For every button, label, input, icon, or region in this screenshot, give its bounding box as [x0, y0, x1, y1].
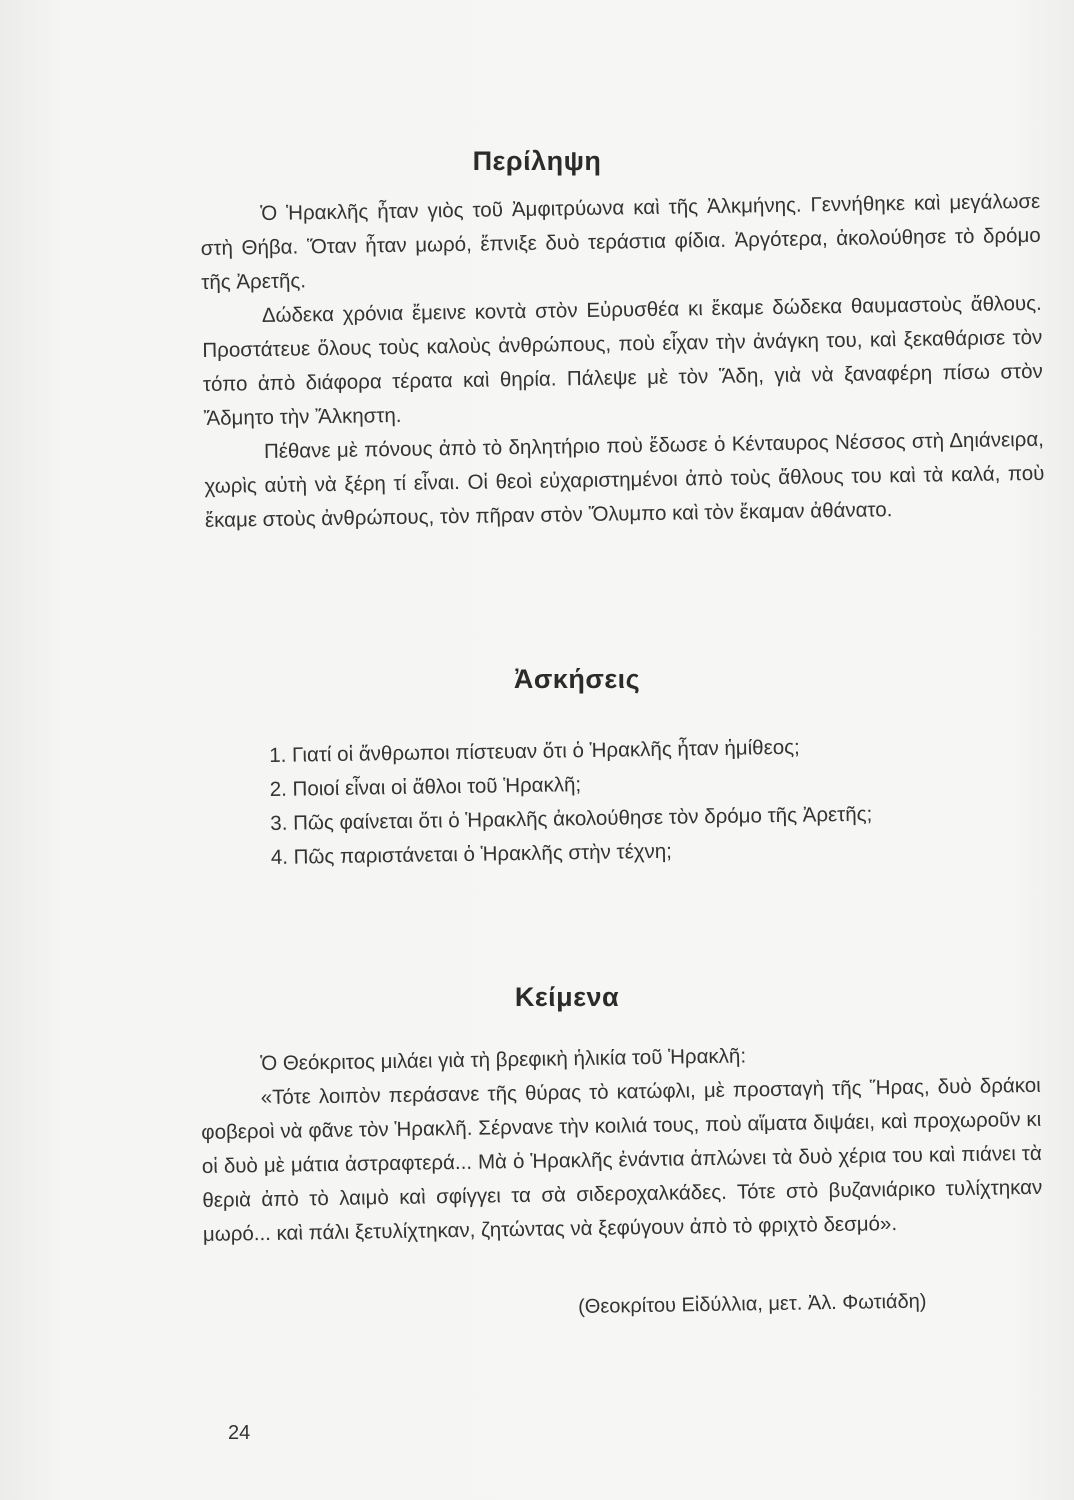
summary-heading: Περίληψη	[472, 146, 602, 176]
exercise-item-2: 2. Ποιοί εἶναι οἱ ἄθλοι τοῦ Ἡρακλῆ;	[269, 773, 582, 801]
texts-quote: «Τότε λοιπὸν περάσανε τῆς θύρας τὸ κατώφλι, μὲ προσταγὴ τῆς Ἥρας, δυὸ δράκοι φοβεροὶ νὰ φᾶνε τὸν Ἡρακλῆ. Σέρνανε τὴν κοιλιά τους, ποὺ αἵματα διψάει, καὶ προχωροῦν κι οἱ δυὸ μὲ μάτια ἀστραφτερά... Μὰ ὁ Ἡρακλῆς ἐνάντια ἁπλώνει τὰ δυὸ χέρια του καὶ πιάνει τὰ θεριὰ ἀπὸ τὸ λαιμὸ καὶ σφίγγει τα σὰ σιδεροχαλκάδες. Τότε στὸ βυζανιάρικο τυλίχτηκαν μωρό... καὶ πάλι ξετυλίχτηκαν, ζητώντας νὰ ξεφύγουν ἀπὸ τὸ φριχτὸ δεσμό».	[201, 1073, 1043, 1246]
texts-heading: Κείμενα	[514, 982, 620, 1012]
texts-intro: Ὁ Θεόκριτος μιλάει γιὰ τὴ βρεφικὴ ἡλικία τοῦ Ἡρακλῆ:	[260, 1044, 747, 1076]
exercise-item-3: 3. Πῶς φαίνεται ὅτι ὁ Ἡρακλῆς ἀκολούθησε τὸν δρόμο τῆς Ἀρετῆς;	[270, 802, 873, 835]
exercise-item-4: 4. Πῶς παριστάνεται ὁ Ἡρακλῆς στὴν τέχνη;	[270, 839, 673, 869]
quote-source: (Θεοκρίτου Εἰδύλλια, μετ. Ἀλ. Φωτιάδη)	[578, 1290, 927, 1318]
page-number: 24	[228, 1422, 251, 1444]
exercises-heading: Ἀσκήσεις	[513, 664, 641, 694]
summary-paragraph-2: Δώδεκα χρόνια ἔμεινε κοντὰ στὸν Εὐρυσθέα κι ἔκαμε δώδεκα θαυμαστοὺς ἄθλους. Προστάτευε ὅλους τοὺς καλοὺς ἀνθρώπους, ποὺ εἶχαν τὴν ἀνάγκη του, καὶ ξεκαθάρισε τὸν τόπο ἀπὸ διάφορα τέρατα καὶ θηρία. Πάλεψε μὲ τὸν Ἅδη, γιὰ νὰ ξαναφέρη πίσω στὸν Ἄδμητο τὴν Ἄλκηστη.	[202, 291, 1044, 430]
summary-text	[200, 185, 1045, 538]
summary-paragraph-1: Ὁ Ἡρακλῆς ἦταν γιὸς τοῦ Ἀμφιτρύωνα καὶ τῆς Ἀλκμήνης. Γεννήθηκε καὶ μεγάλωσε στὴ Θήβα. Ὅταν ἦταν μωρό, ἔπνιξε δυὸ τεράστια φίδια. Ἀργότερα, ἀκολούθησε τὸ δρόμο τῆς Ἀρετῆς.	[200, 189, 1041, 294]
exercise-item-1: 1. Γιατί οἱ ἄνθρωποι πίστευαν ὅτι ὁ Ἡρακλῆς ἦταν ἡμίθεος;	[269, 735, 800, 767]
texts-body	[200, 1035, 1043, 1252]
summary-paragraph-3: Πέθανε μὲ πόνους ἀπὸ τὸ δηλητήριο ποὺ ἔδωσε ὁ Κένταυρος Νέσσος στὴ Δηιάνειρα, χωρὶς αὐτὴ νὰ ξέρη τί εἶναι. Οἱ θεοὶ εὐχαριστημένοι ἀπὸ τοὺς ἄθλους του καὶ τὰ καλά, ποὺ ἔκαμε στοὺς ἀνθρώπους, τὸν πῆραν στὸν Ὄλυμπο καὶ τὸν ἔκαμαν ἀθάνατο.	[204, 427, 1045, 532]
exercises-list	[205, 727, 1047, 876]
